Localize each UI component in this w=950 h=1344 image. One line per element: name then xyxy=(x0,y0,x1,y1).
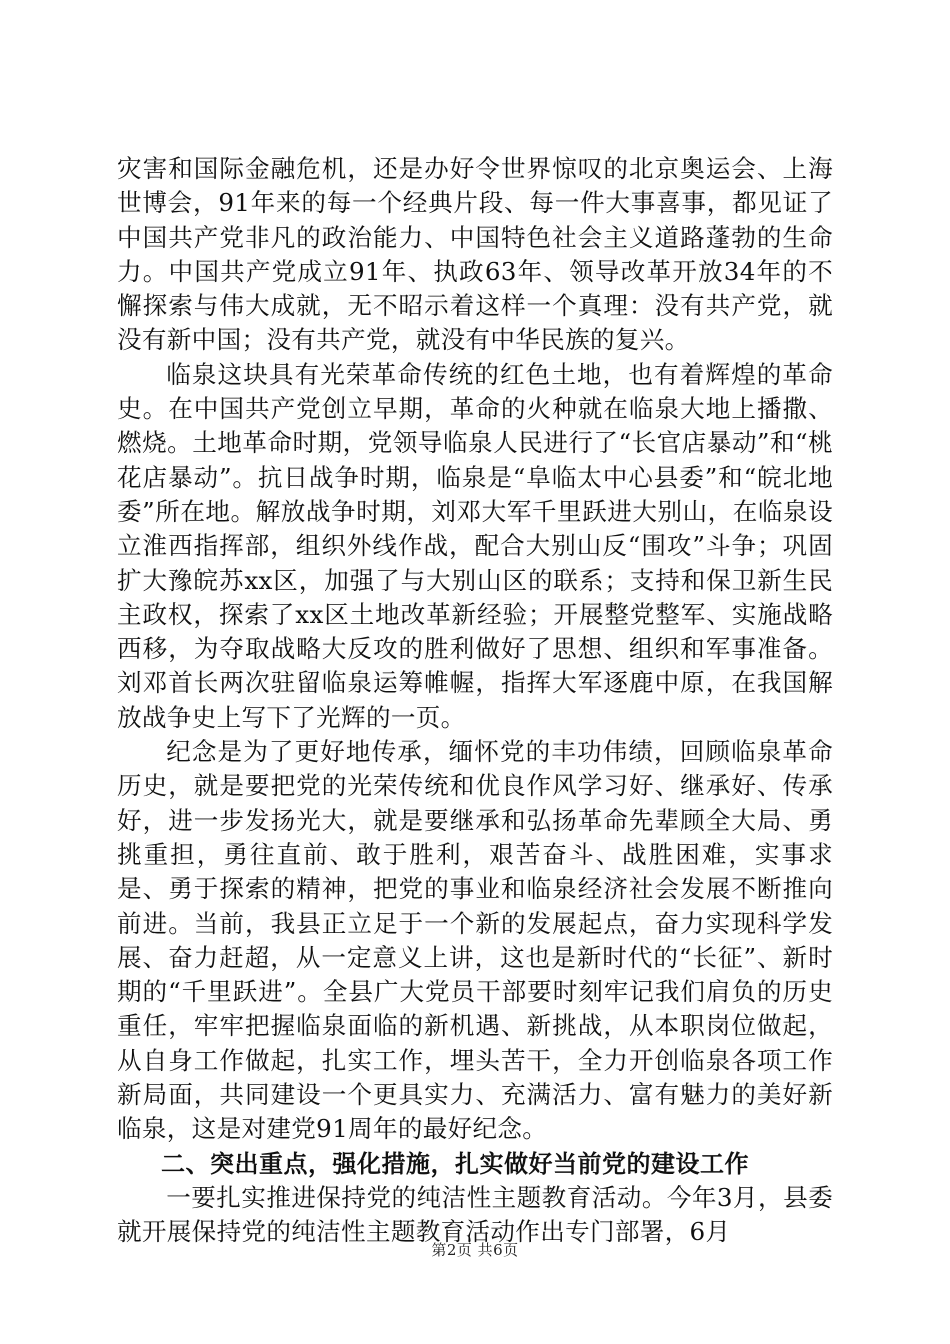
body-paragraph-4: 一要扎实推进保持党的纯洁性主题教育活动。今年3月，县委就开展保持党的纯洁性主题教育活动作出专门部署，6月 xyxy=(117,1182,833,1247)
body-paragraph-1: 灾害和国际金融危机，还是办好令世界惊叹的北京奥运会、上海世博会，91年来的每一个经典片段、每一件大事喜事，都见证了中国共产党非凡的政治能力、中国特色社会主义道路蓬勃的生命力。中国共产党成立91年、执政63年、领导改革开放34年的不懈探索与伟大成就，无不昭示着这样一个真理：没有共产党，就没有新中国；没有共产党，就没有中华民族的复兴。 xyxy=(117,154,833,355)
page-number-footer: 第2页 共6页 xyxy=(431,1241,519,1259)
section-heading: 二、突出重点，强化措施，扎实做好当前党的建设工作 xyxy=(161,1149,749,1178)
body-paragraph-2: 临泉这块具有光荣革命传统的红色土地，也有着辉煌的革命史。在中国共产党创立早期，革命的火种就在临泉大地上播撒、燃烧。土地革命时期，党领导临泉人民进行了“长官店暴动”和“桃花店暴动”。抗日战争时期，临泉是“阜临太中心县委”和“皖北地委”所在地。解放战争时期，刘邓大军千里跃进大别山，在临泉设立淮西指挥部，组织外线作战，配合大别山反“围攻”斗争；巩固扩大豫皖苏xx区，加强了与大别山区的联系；支持和保卫新生民主政权，探索了xx区土地改革新经验；开展整党整军、实施战略西移，为夺取战略大反攻的胜利做好了思想、组织和军事准备。刘邓首长两次驻留临泉运筹帷幄，指挥大军逐鹿中原，在我国解放战争史上写下了光辉的一页。 xyxy=(117,359,833,732)
document-body xyxy=(117,152,833,1250)
body-paragraph-3: 纪念是为了更好地传承，缅怀党的丰功伟绩，回顾临泉革命历史，就是要把党的光荣传统和优良作风学习好、继承好、传承好，进一步发扬光大，就是要继承和弘扬革命先辈顾全大局、勇挑重担，勇往直前、敢于胜利，艰苦奋斗、战胜困难，实事求是、勇于探索的精神，把党的事业和临泉经济社会发展不断推向前进。当前，我县正立足于一个新的发展起点，奋力实现科学发展、奋力赶超，从一定意义上讲，这也是新时代的“长征”、新时期的“千里跃进”。全县广大党员干部要时刻牢记我们肩负的历史重任，牢牢把握临泉面临的新机遇、新挑战，从本职岗位做起，从自身工作做起，扎实工作，埋头苦干，全力开创临泉各项工作新局面，共同建设一个更具实力、充满活力、富有魅力的美好新临泉，这是对建党91周年的最好纪念。 xyxy=(117,737,833,1144)
